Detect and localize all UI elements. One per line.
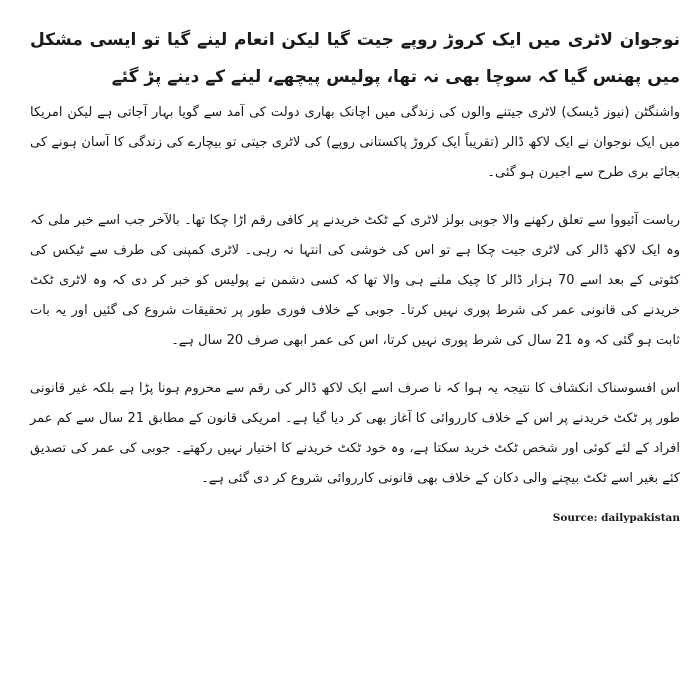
article-paragraph-1: واشنگٹن (نیوز ڈیسک) لاٹری جیتنے والوں کی زندگی میں اچانک بھاری دولت کی آمد سے گویا بہار آجاتی ہے لیکن امریکا میں ایک نوجوان نے ایک لاکھ ڈالر (تقریباً ایک کروڑ پاکستانی روپے) کی لاٹری جیتی تو بیچارے کی زندگی کا آسان ہونے کی بجائے بری طرح سے اجیرن ہو گئی۔ [30,105,680,180]
article-paragraph-2: ریاست آئیووا سے تعلق رکھنے والا جوبی بولز لاٹری کے ٹکٹ خریدنے پر کافی رقم اڑا چکا تھا۔ بالآخر جب اسے خبر ملی کہ وہ ایک لاکھ ڈالر کی لاٹری جیت چکا ہے تو اس کی خوشی کی انتہا نہ رہی۔ لاٹری کمپنی کی طرف سے ٹیکس کی کٹوتی کے بعد اسے 70 ہزار ڈالر کا چیک ملنے ہی والا تھا کہ کسی دشمن نے پولیس کو خبر کر دی کہ وہ لاٹری ٹکٹ خریدنے کی قانونی عمر کی شرط پوری نہیں کرتا۔ جوبی کے خلاف فوری طور پر تحقیقات شروع کی گئیں اور یہ بات ثابت ہو گئی کہ وہ 21 سال کی شرط پوری نہیں کرتا، اس کی عمر ابھی صرف 20 سال ہے۔ [30,213,681,348]
article [30,22,680,524]
source-credit: Source: dailypakistan [552,512,680,524]
article-paragraph-3: اس افسوسناک انکشاف کا نتیجہ یہ ہوا کہ نا صرف اسے ایک لاکھ ڈالر کی رقم سے محروم ہونا پڑا ہے بلکہ غیر قانونی طور پر ٹکٹ خریدنے پر اس کے خلاف کارروائی کا آغاز بھی کر دیا گیا ہے۔ امریکی قانون کے مطابق 21 سال سے کم عمر افراد کے لئے کوئی اور شخص ٹکٹ خرید سکتا ہے، وہ خود ٹکٹ خریدنے کا اختیار نہیں رکھتے۔ جوبی کی عمر کی تصدیق کئے بغیر اسے ٹکٹ بیچنے والی دکان کے خلاف بھی قانونی کارروائی شروع کر دی گئی ہے۔ [30,381,680,486]
headline: نوجوان لاٹری میں ایک کروڑ روپے جیت گیا لیکن انعام لینے گیا تو ایسی مشکل میں پھنس گیا کہ سوچا بھی نہ تھا، پولیس پیچھے، لینے کے دینے پڑ گئے [30,30,680,87]
